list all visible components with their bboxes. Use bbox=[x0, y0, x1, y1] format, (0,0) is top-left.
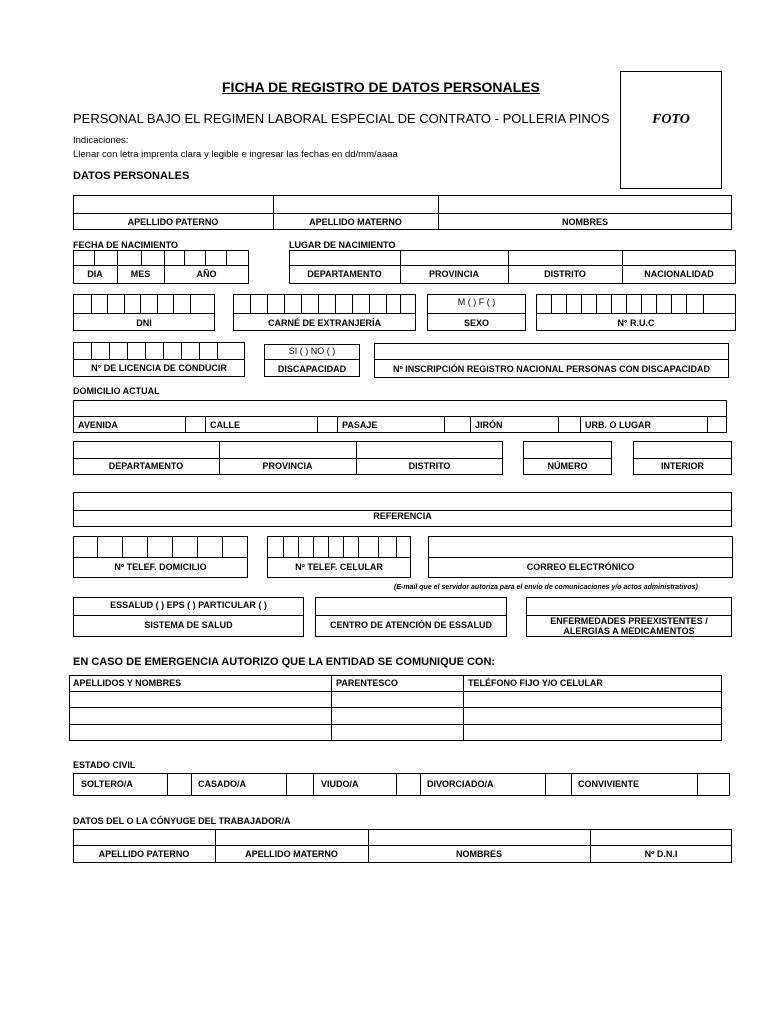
instructions-heading: Indicaciones: bbox=[73, 135, 129, 146]
form-subtitle: PERSONAL BAJO EL REGIMEN LABORAL ESPECIAL DE CONTRATO - POLLERIA PINOS bbox=[73, 111, 610, 126]
photo-box[interactable] bbox=[620, 71, 722, 189]
essalud-center-field[interactable] bbox=[315, 597, 507, 637]
personal-data-heading: DATOS PERSONALES bbox=[73, 170, 190, 182]
emergency-heading: EN CASO DE EMERGENCIA AUTORIZO QUE LA ENTIDAD SE COMUNIQUE CON: bbox=[73, 656, 496, 668]
disability-options[interactable]: SI ( ) NO ( ) bbox=[288, 346, 336, 356]
soltero-label: SOLTERO/A bbox=[81, 779, 133, 789]
divorciado-label: DIVORCIADO/A bbox=[427, 779, 494, 789]
address-distrito-label: DISTRITO bbox=[408, 461, 451, 471]
apellido-materno-label: APELLIDO MATERNO bbox=[309, 217, 402, 227]
reference-label: REFERENCIA bbox=[373, 511, 432, 521]
birth-departamento-label: DEPARTAMENTO bbox=[307, 269, 382, 279]
interior-label: INTERIOR bbox=[660, 461, 704, 471]
conviviente-label: CONVIVIENTE bbox=[578, 779, 640, 789]
home-phone-label: Nº TELEF. DOMICILIO bbox=[114, 562, 207, 572]
photo-label: FOTO bbox=[652, 112, 690, 127]
emergency-col-names: APELLIDOS Y NOMBRES bbox=[73, 678, 182, 688]
birth-distrito-label: DISTRITO bbox=[544, 269, 586, 279]
emergency-col-phone: TELÉFONO FIJO Y/O CELULAR bbox=[468, 678, 603, 688]
conditions-label-2: ALERGIAS A MEDICAMENTOS bbox=[563, 626, 695, 636]
avenida-label: AVENIDA bbox=[78, 420, 118, 430]
jiron-label: JIRÓN bbox=[475, 420, 503, 430]
disability-registry-label: Nº INSCRIPCIÓN REGISTRO NACIONAL PERSONAS CON DISCAPACIDAD bbox=[393, 364, 710, 374]
calle-label: CALLE bbox=[210, 420, 240, 430]
address-heading: DOMICILIO ACTUAL bbox=[73, 386, 160, 396]
license-label: N° DE LICENCIA DE CONDUCIR bbox=[91, 363, 227, 373]
spouse-heading: DATOS DEL O LA CÓNYUGE DEL TRABAJADOR/A bbox=[73, 816, 291, 826]
spouse-dni-label: Nº D.N.I bbox=[644, 849, 678, 859]
numero-label: NÚMERO bbox=[547, 461, 588, 471]
instructions-text: Llenar con letra imprenta clara y legible e ingresar las fechas en dd/mm/aaaa bbox=[73, 149, 398, 160]
spouse-apellido-materno-label: APELLIDO MATERNO bbox=[245, 849, 338, 859]
health-system-label: SISTEMA DE SALUD bbox=[144, 620, 233, 630]
email-label: CORREO ELECTRÓNICO bbox=[526, 562, 635, 572]
sexo-options[interactable]: M ( ) F ( ) bbox=[457, 297, 496, 307]
disability-label: DISCAPACIDAD bbox=[277, 364, 347, 374]
emergency-col-relation: PARENTESCO bbox=[336, 678, 398, 688]
casado-label: CASADO/A bbox=[198, 779, 247, 789]
form-title: FICHA DE REGISTRO DE DATOS PERSONALES bbox=[222, 79, 540, 95]
conditions-label-1: ENFERMEDADES PREEXISTENTES / bbox=[550, 616, 708, 626]
viudo-label: VIUDO/A bbox=[321, 779, 359, 789]
dni-label: DNI bbox=[136, 318, 152, 328]
email-note: (E-mail que el servidor autoriza para el envío de comunicaciones y/o actos administrativos) bbox=[394, 584, 698, 591]
mes-label: MES bbox=[130, 269, 151, 279]
cell-phone-label: Nº TELEF. CELULAR bbox=[295, 562, 383, 572]
essalud-center-label: CENTRO DE ATENCIÓN DE ESSALUD bbox=[329, 620, 492, 630]
birth-date-heading: FECHA DE NACIMIENTO bbox=[73, 240, 179, 250]
ruc-label: N° R.U.C bbox=[617, 318, 655, 328]
carne-label: CARNÉ DE EXTRANJERÍA bbox=[267, 318, 381, 328]
apellido-paterno-label: APELLIDO PATERNO bbox=[127, 217, 219, 227]
birth-provincia-label: PROVINCIA bbox=[428, 269, 479, 279]
address-departamento-label: DEPARTAMENTO bbox=[108, 461, 184, 471]
urb-label: URB. O LUGAR bbox=[585, 420, 651, 430]
health-options[interactable]: ESSALUD ( ) EPS ( ) PARTICULAR ( ) bbox=[110, 600, 267, 610]
nombres-label: NOMBRES bbox=[561, 217, 608, 227]
spouse-nombres-label: NOMBRES bbox=[455, 849, 502, 859]
address-provincia-label: PROVINCIA bbox=[262, 461, 313, 471]
marital-status-heading: ESTADO CIVIL bbox=[73, 760, 136, 770]
anio-label: AÑO bbox=[196, 269, 217, 279]
birth-place-heading: LUGAR DE NACIMIENTO bbox=[289, 240, 396, 250]
sexo-label: SEXO bbox=[463, 318, 489, 328]
dia-label: DIA bbox=[87, 269, 103, 279]
pasaje-label: PASAJE bbox=[342, 420, 378, 430]
spouse-apellido-paterno-label: APELLIDO PATERNO bbox=[98, 849, 190, 859]
nacionalidad-label: NACIONALIDAD bbox=[644, 269, 714, 279]
